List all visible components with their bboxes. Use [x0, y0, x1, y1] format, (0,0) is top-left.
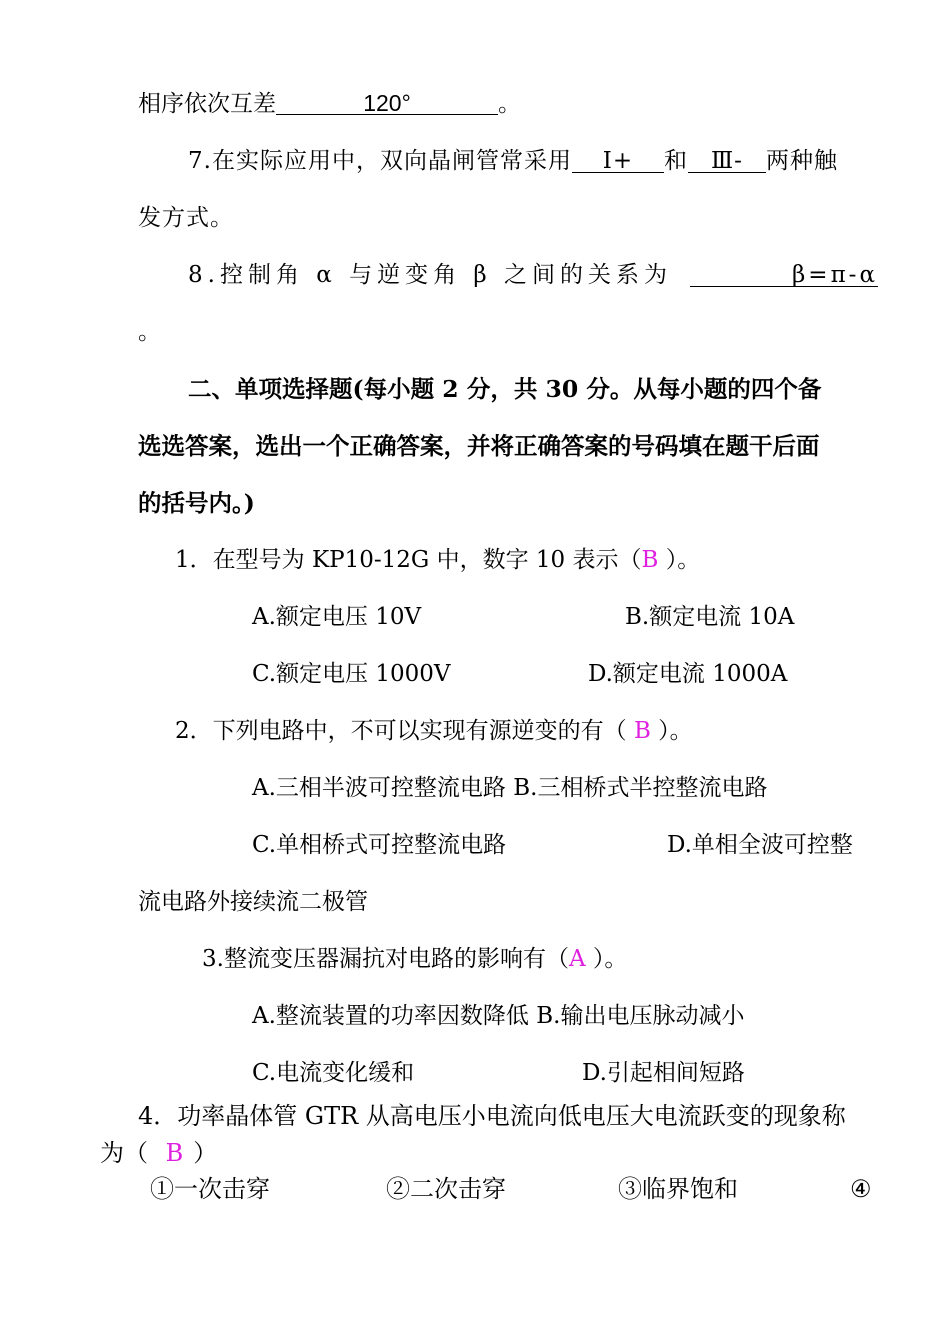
q1-option-d-text: D.额定电流 1000A [588, 661, 788, 687]
q4-stem-text1: 4．功率晶体管 GTR 从高电压小电流向低电压大电流跃变的现象称 [138, 1102, 846, 1130]
q8-continuation [138, 317, 161, 347]
q1-option-d [588, 659, 787, 689]
q2-stem-suffix: ）。 [650, 718, 693, 744]
q4-option-1-text: ①一次击穿 [150, 1175, 270, 1203]
q3-stem-prefix: 3.整流变压器漏抗对电路的影响有（ [202, 946, 569, 972]
q2-option-d [667, 830, 853, 860]
q4-stem-suffix: ） [193, 1139, 218, 1167]
q2-option-ab-text: A.三相半波可控整流电路 B.三相桥式半控整流电路 [252, 775, 768, 801]
q1-stem-suffix: ）。 [658, 547, 701, 573]
section2-heading-text3: 的括号内。) [138, 489, 255, 517]
q7-answer-1: Ⅰ+ [602, 148, 634, 174]
q2-option-d-text: D.单相全波可控整 [667, 832, 853, 858]
q7-answer-2: Ⅲ- [710, 148, 743, 174]
q7-continuation [138, 203, 234, 233]
q4-option-1 [150, 1174, 270, 1204]
q1-option-b-text: B.额定电流 10A [625, 604, 795, 630]
q7-answer-blank-2 [688, 148, 766, 173]
q2-option-c-text: C.单相桥式可控整流电路 [252, 832, 507, 858]
q8-answer: β=π-α [792, 262, 878, 288]
q4-option-3-text: ③临界饱和 [618, 1175, 738, 1203]
q6-prefix: 相序依次互差 [138, 91, 276, 117]
q6-answer-line [138, 89, 521, 119]
q7-line [188, 146, 838, 176]
q7-answer-blank-1 [572, 148, 664, 173]
q4-stem-prefix: 为（ [100, 1139, 156, 1167]
q2-answer: B [633, 718, 651, 744]
q4-option-4 [850, 1174, 872, 1204]
q3-option-c-text: C.电流变化缓和 [252, 1060, 415, 1086]
q1-stem-prefix: 1．在型号为 KP10-12G 中，数字 10 表示（ [175, 547, 642, 573]
q1-option-b [625, 602, 794, 632]
section2-heading-text1: 二、单项选择题(每小题 2 分，共 30 分。从每小题的四个备 [188, 375, 822, 403]
section2-heading-line1 [188, 374, 821, 404]
q2-option-d-continuation [138, 887, 368, 917]
q7-prefix: 7.在实际应用中，双向晶闸管常采用 [188, 148, 572, 174]
q4-option-2 [386, 1174, 506, 1204]
q3-option-c [252, 1058, 414, 1088]
section2-heading-line2 [138, 431, 820, 461]
q4-stem-line2 [100, 1138, 217, 1168]
q2-option-ab [252, 773, 767, 803]
q2-option-c [252, 830, 506, 860]
section2-heading-line3 [138, 488, 255, 518]
q4-stem-line1 [138, 1101, 846, 1131]
q8-answer-blank [690, 260, 878, 287]
q2-stem-prefix: 2．下列电路中，不可以实现有源逆变的有（ [175, 718, 634, 744]
q1-stem [175, 545, 700, 575]
q3-option-d-text: D.引起相间短路 [582, 1060, 745, 1086]
section2-heading-text2: 选选答案，选出一个正确答案，并将正确答案的号码填在题干后面 [138, 432, 820, 460]
q1-answer: B [641, 547, 659, 573]
q2-stem [175, 716, 693, 746]
q6-answer: 120° [363, 90, 411, 116]
q3-answer: A [568, 946, 586, 972]
q3-stem-suffix: ）。 [585, 946, 628, 972]
q3-option-ab-text: A.整流装置的功率因数降低 B.输出电压脉动减小 [252, 1003, 745, 1029]
q1-option-c-text: C.额定电压 1000V [252, 661, 451, 687]
q3-option-ab [252, 1001, 744, 1031]
q3-stem [202, 944, 627, 974]
q7-mid: 和 [663, 148, 688, 174]
q4-option-3 [618, 1174, 738, 1204]
q4-answer: B [165, 1139, 184, 1167]
q4-option-4-text: ④ [850, 1175, 872, 1203]
q1-option-a-text: A.额定电压 10V [252, 604, 422, 630]
q4-option-2-text: ②二次击穿 [386, 1175, 506, 1203]
q6-suffix: 。 [498, 91, 521, 117]
q8-line [188, 260, 672, 290]
q2-option-d-cont-text: 流电路外接续流二极管 [138, 889, 368, 915]
q7-suffix: 两种触 [765, 148, 838, 174]
q6-answer-blank [276, 90, 498, 115]
q1-option-a [252, 602, 421, 632]
q8-continuation-text: 。 [138, 319, 161, 345]
q7-continuation-text: 发方式。 [138, 205, 234, 231]
q3-option-d [582, 1058, 745, 1088]
q8-prefix: 8.控制角 α 与逆变角 β 之间的关系为 [188, 262, 673, 288]
q1-option-c [252, 659, 451, 689]
